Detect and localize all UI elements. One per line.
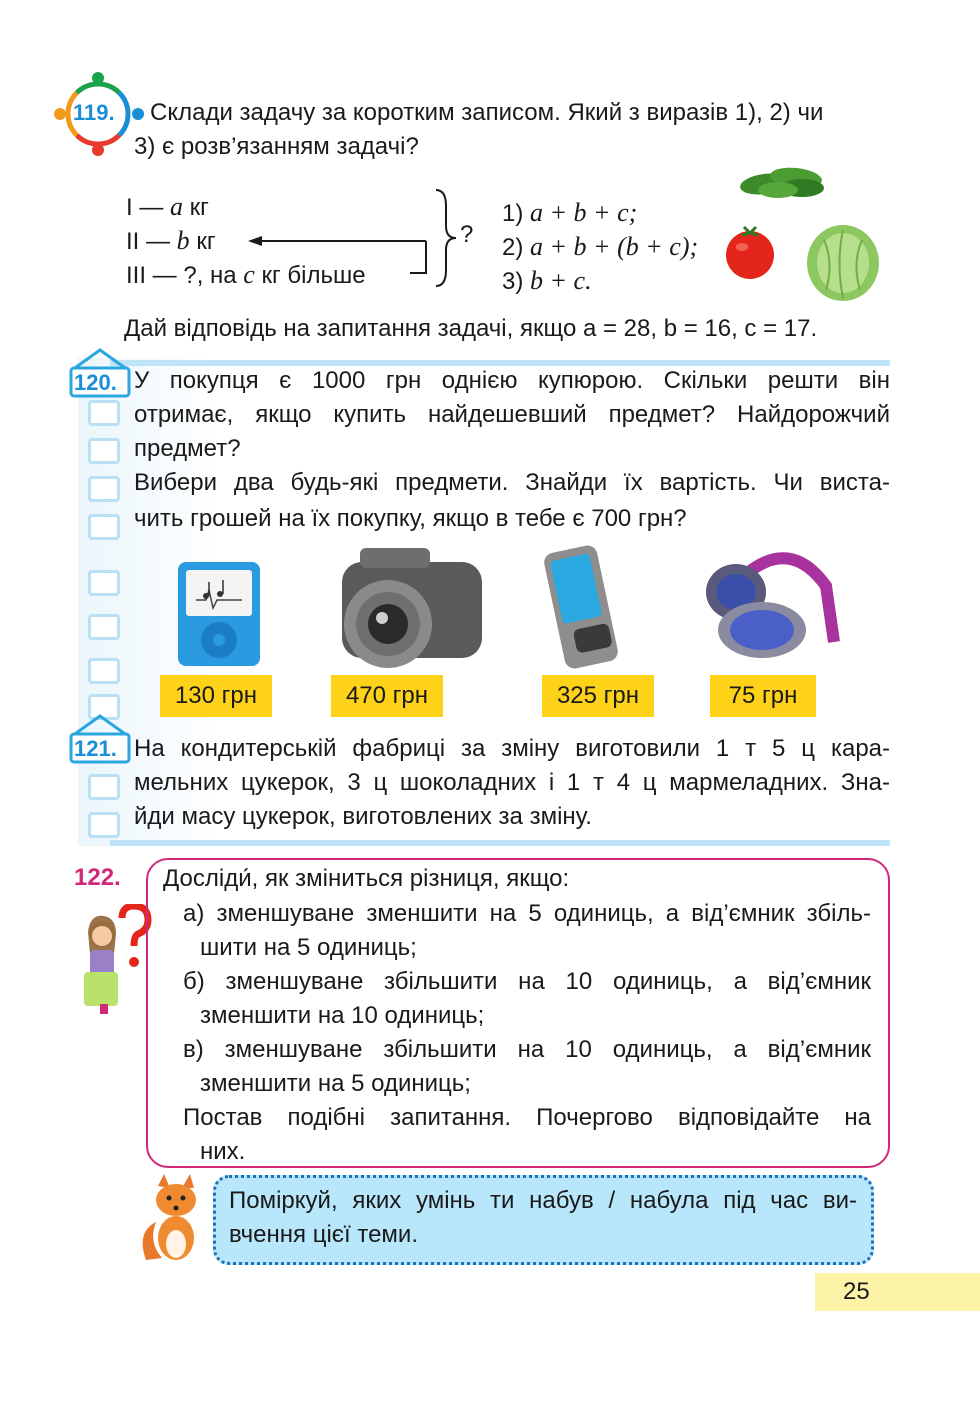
task-122-a-line-2: шити на 5 одиниць; [200,934,417,961]
girl-question-image [80,904,152,1016]
option-expr: a + b + c; [530,198,638,227]
option-label: 2) [502,234,531,261]
ring-icon [88,514,120,540]
answer-prefix: Дай відповідь на запитання задачі, якщо [124,315,583,342]
arrow-head-icon [248,236,262,246]
row-var: b [176,226,190,255]
page-number: 25 [843,1278,870,1305]
tomato-image [722,225,778,281]
option-label: 3) [502,268,531,295]
task-121-line-1: На кондитерській фабриці за зміну виготовили 1 т 5 ц кара- [134,735,890,762]
task-122-prompt-line-1: Постав подібні запитання. Почергово відповідайте на [183,1104,871,1131]
option-label: 1) [502,200,531,227]
task-122-b-line-1: б) зменшуване збільшити на 10 одиниць, а від’ємник [183,968,871,995]
task-122-b-line-2: зменшити на 10 одиниць; [200,1002,485,1029]
task-119-line-2: 3) є розв’язанням задачі? [134,133,419,160]
task-119-row-1 [126,190,209,225]
task-119-answer [124,312,817,346]
fox-image [136,1172,216,1262]
row-prefix: I — [126,194,171,221]
ring-icon [88,570,120,596]
reflection-line-1: Поміркуй, яких умінь ти набув / набула під час ви- [229,1187,857,1214]
option-1 [502,196,637,231]
task-119-number: 119. [73,100,115,125]
price-tag-1: 130 грн [160,675,272,717]
reflection-line-2: вчення цієї теми. [229,1221,418,1248]
option-expr: a + b + (b + c); [530,232,699,261]
camera-image [330,544,486,668]
question-mark: ? [460,221,474,248]
option-expr: b + c. [530,266,592,295]
ring-icon [88,438,120,464]
cucumbers-image [738,160,830,200]
task-121-line-3: йди масу цукерок, виготовлених за зміну. [134,803,592,830]
row-suffix: кг [189,228,216,255]
panel-bottom-border [110,840,890,846]
task-122-number: 122. [74,864,121,891]
cabbage-image [804,218,882,304]
row-suffix: кг [183,194,209,221]
mobile-phone-image [540,544,632,670]
option-2 [502,230,698,265]
task-119-line-1: Склади задачу за коротким записом. Який з виразів 1), 2) чи [150,99,824,126]
ring-icon [88,614,120,640]
task-122-c-line-2: зменшити на 5 одиниць; [200,1070,471,1097]
task-122-intro: Досліди́, як зміниться різниця, якщо: [163,865,570,892]
option-3 [502,264,592,299]
row-prefix: II — [126,228,177,255]
task-121-number: 121. [74,736,117,761]
ring-icon [88,658,120,684]
headphones-image [700,546,840,662]
row-var: a [170,192,184,221]
page-number-box [815,1273,980,1311]
task-119-row-2 [126,224,216,259]
task-121-line-2: мельних цукерок, 3 ц шоколадних і 1 т 4 ц мармеладних. Зна- [134,769,890,796]
task-122-c-line-1: в) зменшуване збільшити на 10 одиниць, а від’ємник [183,1036,871,1063]
mp3-player-image [176,560,262,668]
row-suffix: кг більше [254,262,366,289]
row-var: c [243,260,255,289]
task-120-line-2: отримає, якщо купить найдешевший предмет? Найдорожчий [134,401,890,428]
task-120-line-4: Вибери два будь-які предмети. Знайди їх вартість. Чи виста- [134,469,890,496]
ring-icon [88,774,120,800]
row-prefix: III — ?, на [126,262,244,289]
task-120-line-3: предмет? [134,435,241,462]
task-120-line-5: чить грошей на їх покупку, якщо в тебе є 700 грн? [134,505,687,532]
price-tag-3: 325 грн [542,675,654,717]
price-tag-4: 75 грн [710,675,816,717]
price-tag-2: 470 грн [331,675,443,717]
ring-icon [88,400,120,426]
ring-icon [88,476,120,502]
task-120-line-1: У покупця є 1000 грн однією купюрою. Скільки решти він [134,367,890,394]
brace-icon [436,190,456,286]
answer-values: a = 28, b = 16, c = 17. [582,315,818,342]
task-120-number: 120. [74,370,117,395]
task-122-a-line-1: а) зменшуване зменшити на 5 одиниць, а від’ємник збіль- [183,900,871,927]
ring-icon [88,812,120,838]
task-122-prompt-line-2: них. [200,1138,246,1165]
